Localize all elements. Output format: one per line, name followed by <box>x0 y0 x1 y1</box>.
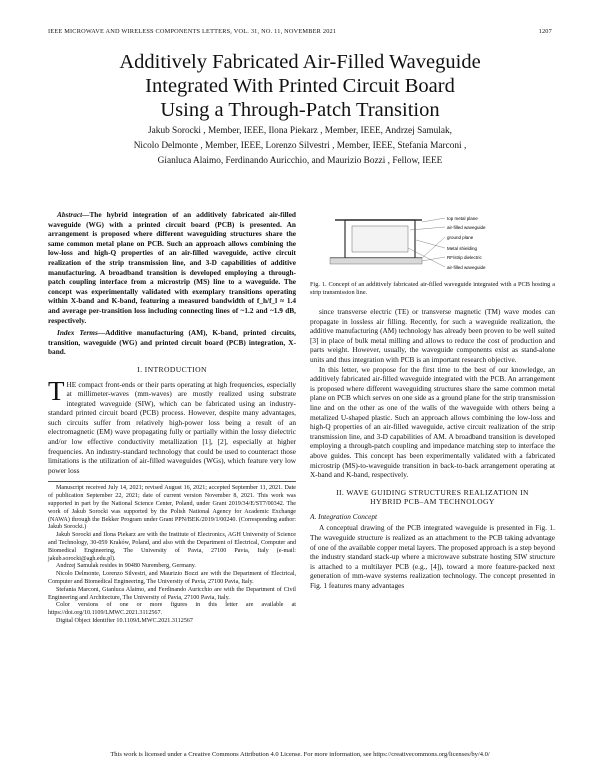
air-filled-region <box>352 226 408 252</box>
title-line: Additively Fabricated Air-Filled Waveguide <box>119 51 481 73</box>
footnote: Nicolo Delmonte, Lorenzo Silvestri, and Maurizio Bozzi are with the Department of Electrical, Computer and Biomedical Engineering, The University of Pavia, 27100 Pavia, Italy. <box>48 571 296 585</box>
footnote: Manuscript received July 14, 2021; revised August 16, 2021; accepted September 11, 2021. Date of publication September 22, 2021; date of current version November 8, 2021. This work was supported in part by the National Science Center, Poland, under Grant 2019/34/E/ST7/00342. The work of Jakub Sorocki was supported by the Polish National Agency for Academic Exchange (NAWA) through the Bekker Program under Grant PPN/BEK/2019/1/00240. (Corresponding author: Jakub Sorocki.) <box>48 485 296 531</box>
journal-name: IEEE MICROWAVE AND WIRELESS COMPONENTS LETTERS, VOL. 31, NO. 11, NOVEMBER 2021 <box>48 28 337 35</box>
section-heading-line: HYBRID PCB–AM TECHNOLOGY <box>370 497 495 507</box>
author-line: Nicolo Delmonte , Member, IEEE, Lorenzo Silvestri , Member, IEEE, Stefania Marconi , <box>133 141 467 151</box>
author-line: Jakub Sorocki , Member, IEEE, Ilona Piekarz , Member, IEEE, Andrzej Samulak, <box>148 126 452 136</box>
figure-label: Metal shielding <box>447 246 478 251</box>
waveguide-concept-diagram <box>310 210 555 278</box>
page-number: 1207 <box>538 28 552 35</box>
index-terms-lead: Index Terms— <box>57 328 106 338</box>
footnote: Andrzej Samulak resides in 90480 Nuremberg, Germany. <box>56 563 196 570</box>
figure-1 <box>310 210 555 278</box>
left-column <box>48 210 296 626</box>
title-line: Integrated With Printed Circuit Board <box>145 75 455 97</box>
section-heading-line: II. WAVE GUIDING STRUCTURES REALIZATION IN <box>336 487 529 497</box>
figure-label: air-filled waveguide <box>447 225 486 230</box>
figure-label: ground plane <box>447 235 474 240</box>
abstract-lead: Abstract— <box>57 210 90 219</box>
footnote: Digital Object Identifier 10.1109/LMWC.2021.3112567 <box>56 617 193 624</box>
index-terms-text: Additive manufacturing (AM), K-band, printed circuits, transition, waveguide (WG) and printed circuit board (PCB) integration, X-band. <box>48 328 297 357</box>
author-list <box>50 124 550 169</box>
figure-label: RF/strip dielectric <box>447 255 482 260</box>
paper-title <box>50 50 550 122</box>
running-header <box>48 28 552 35</box>
author-line: Gianluca Alaimo, Ferdinando Auricchio, and Maurizio Bozzi , Fellow, IEEE <box>157 156 443 166</box>
footnote: Stefania Marconi, Gianluca Alaimo, and Ferdinando Auricchio are with the Department of Civil Engineering and Architecture, The University of Pavia, 27100 Pavia, Italy. <box>48 586 296 601</box>
drop-cap: T <box>48 375 65 406</box>
subsection-heading: A. Integration Concept <box>310 511 378 521</box>
pcb-substrate <box>330 258 422 264</box>
body-paragraph: In this letter, we propose for the first time to the best of our knowledge, an additively fabricated air-filled waveguide integrated with the PCB. An arrangement is proposed where different waveguiding structures share the same common metal plane on PCB which serves on one side as a ground plane for the strip transmission line and on the other as one of the walls of the waveguide with others being a metalized U-shaped plastic. Such an approach allows combining the low-loss and high-Q properties of an air-filled waveguide, active circuit realization of the strip transmission line, and 3-D capabilities of AM. A broadband transition is developed employing a through-patch coupling and impedance matching step to interface the above guides. This concept has been experimentally validated with a fabricated microstrip (MS)-to-waveguide transition in back-to-back arrangement operating at X-band and K-band, respectively. <box>310 364 555 480</box>
index-terms <box>48 328 296 357</box>
license-footer: This work is licensed under a Creative Commons Attribution 4.0 License. For more information, see https://creativecommons.org/licenses/by/4.0/ <box>110 751 490 758</box>
figure-label: air-filled waveguide <box>447 265 486 270</box>
footnote: Color versions of one or more figures in this letter are available at https://doi.org/10.1109/LMWC.2021.3112567. <box>48 602 296 617</box>
intro-paragraph <box>48 375 296 476</box>
body-paragraph: since transverse electric (TE) or transverse magnetic (TM) wave modes can propagate in lossless air filling. Recently, for such a waveguide realization, the additive manufacturing (AM) technology has already been proven to be well suited [3] in place of bulk metal milling and allows to reduce the cost of production and parts weight. However, usually, the waveguide components exist as stand-alone units and thus integration with PCB is an important research objective. <box>310 307 555 364</box>
body-paragraph: A conceptual drawing of the PCB integrated waveguide is presented in Fig. 1. The waveguide structure is realized as an attachment to the PCB taking advantage of one of the available copper metal layers. The proposed approach is a step beyond the industry standard stack-up where a microwave substrate hosting SIW structure is attached to a multilayer PCB (e.g., [4]), toward a more feature-packed next generation of mm-wave systems realization technology. The concept presented in Fig. 1 features many advantages <box>310 523 555 591</box>
figure-caption: Fig. 1. Concept of an additively fabricated air-filled waveguide integrated with a PCB hosting a strip transmission line. <box>310 281 555 296</box>
figure-label: top metal plane <box>447 216 478 221</box>
footnote: Jakub Sorocki and Ilona Piekarz are with the Institute of Electronics, AGH University of Science and Technology, 30-059 Kraków, Poland, and also with the Department of Electrical, Computer and Biomedical Engineering, The University of Pavia, 27100 Pavia, Italy (e-mail: jakub.sorocki@agh.edu.pl). <box>48 532 296 562</box>
section-heading-2 <box>310 488 555 507</box>
right-column <box>310 210 555 591</box>
abstract-text: The hybrid integration of an additively fabricated air-filled waveguide (WG) with a printed circuit board (PCB) is presented. An arrangement is proposed where different waveguiding structures share the same common metal plane on PCB. Such an approach allows combining the low-loss and high-Q properties of an air-filled waveguide, active circuit realization of the strip transmission line, and 3-D capabilities of additive manufacturing. A broadband transition is developed employing a through-patch coupling interface from a microstrip (MS) line to a waveguide. The concept was experimentally validated with exemplary transitions operating within X-band and K-band, featuring a measured bandwidth of f_h/f_l ≈ 1.4 and average per-transition loss including connecting lines of ~1.2 and ~1.9 dB, respectively. <box>48 210 296 325</box>
title-line: Using a Through-Patch Transition <box>160 99 440 121</box>
footnotes <box>48 481 296 625</box>
abstract <box>48 210 296 325</box>
section-heading-introduction: I. INTRODUCTION <box>137 364 207 374</box>
intro-text: HE compact front-ends or their parts operating at high frequencies, especially at millimeter-waves (mm-waves) are mostly realized using substrate integrated waveguide (SIW), which can be fabricated using an industry-standard printed circuit board (PCB) process. However, despite many advantages, such circuits suffer from relatively high-power loss being a result of an electromagnetic (EM) wave propagating fully or partially within the lossy dielectric and/or low effective conductivity metallization [1], [2], especially at higher frequencies. An industry-standard technology that could be used to counteract those limitations is the utilization of air-filled waveguides (WGs), which feature very low power loss <box>48 379 296 475</box>
